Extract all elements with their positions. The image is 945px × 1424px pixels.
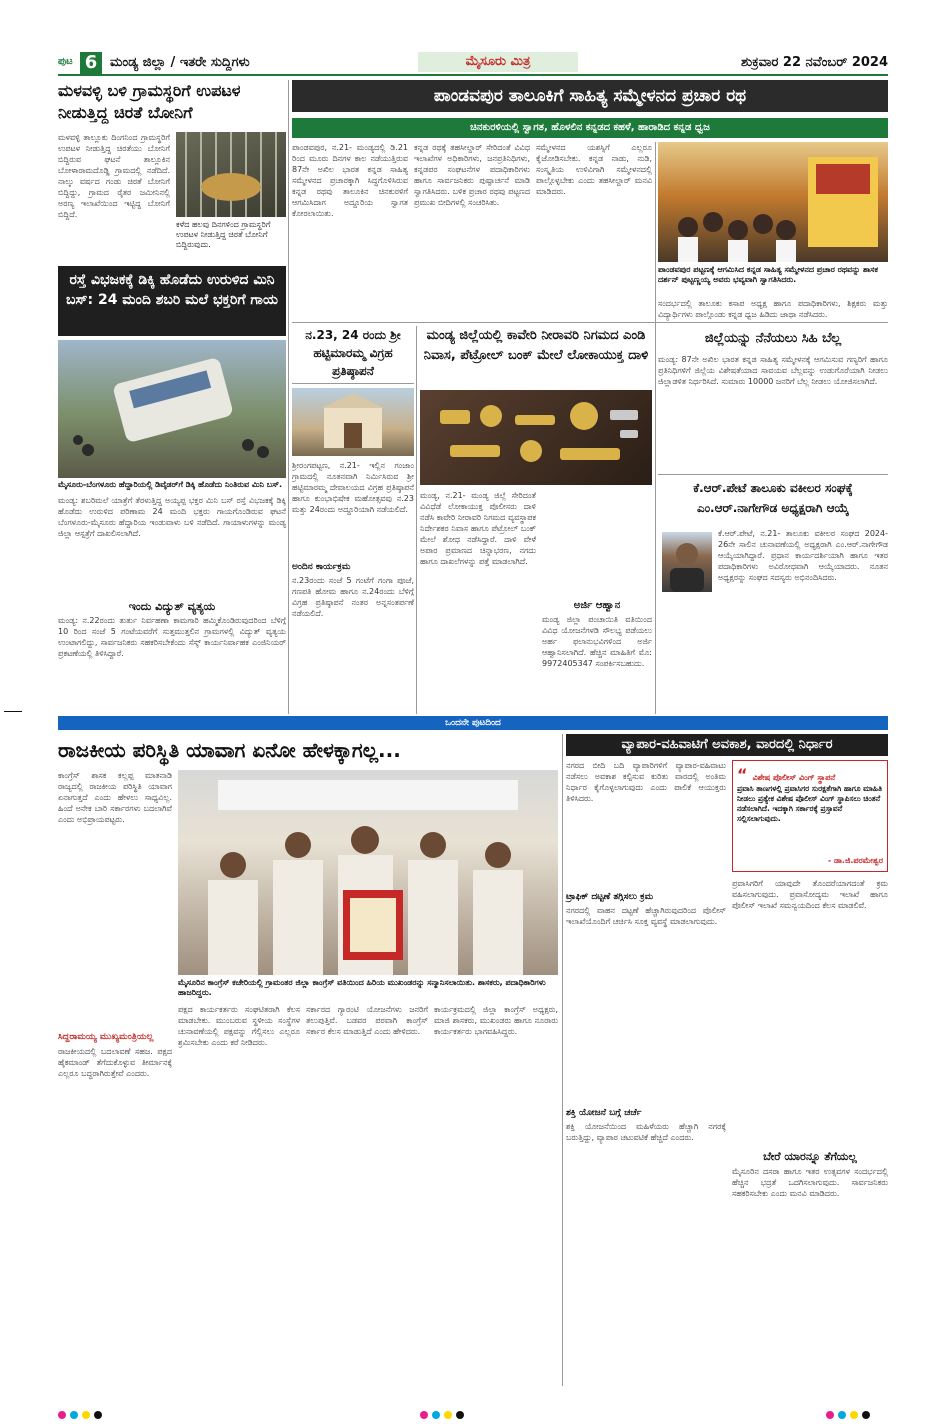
paper-name: ಮೈಸೂರು ಮಿತ್ರ [418,52,578,72]
trade-subhead2: ಶಕ್ತಿ ಯೋಜನೆ ಬಗ್ಗೆ ಚರ್ಚೆ [566,1108,642,1118]
top-story-col3: ಸಮ್ಮೇಳನದ ಯಶಸ್ಸಿಗೆ ಎಲ್ಲರೂ ಕೈಜೋಡಿಸಬೇಕು. ಕನ್ನಡ ನಾಡು, ನುಡಿ, ಸಂಸ್ಕೃತಿಯ ಉಳಿವಿಗಾಗಿ ಸಮ್ಮೇಳನದಲ್ಲಿ ಪಾಲ್ಗೊಳ್ಳಬೇಕು ಎಂದು ತಹಸೀಲ್ದಾರ್ ಮನವಿ ಮಾಡಿದರು. [536,143,652,196]
politics-headline: ರಾಜಕೀಯ ಪರಿಸ್ಥಿತಿ ಯಾವಾಗ ಏನೋ ಹೇಳಕ್ಕಾಗಲ್ಲ... [58,738,401,762]
quote-tag: ವಿಶೇಷ ಪೊಲೀಸ್ ವಿಂಗ್ ಸ್ಥಾಪನೆ [752,773,836,782]
bus-headline-text: ರಸ್ತೆ ವಿಭಜಕಕ್ಕೆ ಡಿಕ್ಕಿ ಹೊಡೆದು ಉರುಳಿದ ಮಿನಿ ಬಸ್: 24 ಮಂದಿ ಶಬರಿ ಮಲೆ ಭಕ್ತರಿಗೆ ಗಾಯ [66,272,278,308]
top-story-subhead: ಚಿನಕುರಳಿಯಲ್ಲಿ ಸ್ವಾಗತ, ಹೊಳಲಿನ ಕನ್ನಡದ ಕಹಳೆ, ಹಾರಾಡಿದ ಕನ್ನಡ ಧ್ವಜ [292,118,888,138]
power-cut-headline: ಇಂದು ವಿದ್ಯುತ್ ವ್ಯತ್ಯಯ [128,600,216,613]
trade-headline: ವ್ಯಾಪಾರ-ವಹಿವಾಟಿಗೆ ಅವಕಾಶ, ವಾರದಲ್ಲಿ ನಿರ್ಧಾರ [566,734,888,756]
masthead [58,52,888,76]
power-cut-body: ಮಂಡ್ಯ: ನ.22ರಂದು ತುರ್ತು ನಿರ್ವಹಣಾ ಕಾಮಗಾರಿ ಹಮ್ಮಿಕೊಂಡಿರುವುದರಿಂದ ಬೆಳಿಗ್ಗೆ 10 ರಿಂದ ಸಂಜೆ 5 ಗಂಟೆಯವರೆಗೆ ಸುತ್ತಮುತ್ತಲಿನ ಗ್ರಾಮಗಳಲ್ಲಿ ವಿದ್ಯುತ್ ವ್ಯತ್ಯಯ ಉಂಟಾಗಲಿದ್ದು, ಸಾರ್ವಜನಿಕರು ಸಹಕರಿಸಬೇಕೆಂದು ಸೆಸ್ಕ್ ಕಾರ್ಯನಿರ್ವಾಹಕ ಎಂಜಿನಿಯರ್ ಪ್ರಕಟಣೆಯಲ್ಲಿ ತಿಳಿಸಿದ್ದಾರೆ. [58,616,286,658]
bus-photo-caption: ಮೈಸೂರು-ಬೆಂಗಳೂರು ಹೆದ್ದಾರಿಯಲ್ಲಿ ಡಿವೈಡರ್‌ಗೆ ಡಿಕ್ಕಿ ಹೊಡೆದು ನಿಂತಿರುವ ಮಿನಿ ಬಸ್. [58,480,283,489]
top-story-col4: ಸಂದರ್ಭದಲ್ಲಿ ತಾಲೂಕು ಕಸಾಪ ಅಧ್ಯಕ್ಷ ಹಾಗೂ ಪದಾಧಿಕಾರಿಗಳು, ಶಿಕ್ಷಕರು ಮತ್ತು ವಿದ್ಯಾರ್ಥಿಗಳು ಪಾಲ್ಗೊಂಡು ಕನ್ನಡ ಧ್ವಜ ಹಿಡಿದು ಜಾಥಾ ನಡೆಸಿದರು. [658,299,888,319]
registration-dot [444,1411,452,1419]
trade-col2b: ಮೈಸೂರಿನ ದಸರಾ ಹಾಗೂ ಇತರ ಉತ್ಸವಗಳ ಸಂದರ್ಭದಲ್ಲಿ ಹೆಚ್ಚಿನ ಭದ್ರತೆ ಒದಗಿಸಲಾಗುವುದು. ಸಾರ್ವಜನಿಕರು ಸಹಕರಿಸಬೇಕು ಎಂದು ಮನವಿ ಮಾಡಿದರು. [732,1167,888,1198]
trade-quote-box [732,760,888,872]
top-story-col2: ಕನ್ನಡ ರಥಕ್ಕೆ ತಹಸೀಲ್ದಾರ್ ಸೇರಿದಂತೆ ವಿವಿಧ ಇಲಾಖೆಗಳ ಅಧಿಕಾರಿಗಳು, ಜನಪ್ರತಿನಿಧಿಗಳು, ಕನ್ನಡಪರ ಸಂಘಟನೆಗಳ ಪದಾಧಿಕಾರಿಗಳು ಹಾಗೂ ಸಾರ್ವಜನಿಕರು ಪುಷ್ಪಾರ್ಚನೆ ಮಾಡಿ ಸ್ವಾಗತಿಸಿದರು. ಬಳಿಕ ಪ್ರಚಾರ ರಥವು ಪಟ್ಟಣದ ಪ್ರಮುಖ ಬೀದಿಗಳಲ್ಲಿ ಸಂಚರಿಸಿತು. [414,143,530,207]
lawyers-headline: ಕೆ.ಆರ್.ಪೇಟೆ ತಾಲೂಕು ವಕೀಲರ ಸಂಘಕ್ಕೆ ಎಂ.ಆರ್.ನಾಗೇಗೌಡ ಅಧ್ಯಕ್ಷರಾಗಿ ಆಯ್ಕೆ [693,481,853,515]
jaggery-body: ಮಂಡ್ಯ: 87ನೇ ಅಖಿಲ ಭಾರತ ಕನ್ನಡ ಸಾಹಿತ್ಯ ಸಮ್ಮೇಳನಕ್ಕೆ ಆಗಮಿಸುವ ಗಣ್ಯರಿಗೆ ಹಾಗೂ ಪ್ರತಿನಿಧಿಗಳಿಗೆ ಜಿಲ್ಲೆಯ ವಿಶೇಷತೆಯಾದ ಸಾವಯವ ಬೆಲ್ಲವನ್ನು ಉಡುಗೊರೆಯಾಗಿ ನೀಡಲು ಜಿಲ್ಲಾಡಳಿತ ನಿರ್ಧರಿಸಿದೆ. ಸುಮಾರು 10000 ಜನರಿಗೆ ಬೆಲ್ಲ ನೀಡಲು ಯೋಜಿಸಲಾಗಿದೆ. [658,355,888,386]
cage-bars-icon [176,132,286,217]
applications-body: ಮಂಡ್ಯ ಜಿಲ್ಲಾ ಪಂಚಾಯಿತಿ ವತಿಯಿಂದ ವಿವಿಧ ಯೋಜನೆಗಳಡಿ ಸೌಲಭ್ಯ ಪಡೆಯಲು ಅರ್ಹ ಫಲಾನುಭವಿಗಳಿಂದ ಅರ್ಜಿ ಆಹ್ವಾನಿಸಲಾಗಿದೆ. ಹೆಚ್ಚಿನ ಮಾಹಿತಿಗೆ ಮೊ: 9972405347 ಸಂಪರ್ಕಿಸಬಹುದು. [542,615,652,668]
column-divider [655,142,656,714]
lawyers-body: ಕೆ.ಆರ್.ಪೇಟೆ, ನ.21- ತಾಲೂಕು ವಕೀಲರ ಸಂಘದ 2024-26ನೇ ಸಾಲಿನ ಚುನಾವಣೆಯಲ್ಲಿ ಅಧ್ಯಕ್ಷರಾಗಿ ಎಂ.ಆರ್.ನಾಗೇಗೌಡ ಆಯ್ಕೆಯಾಗಿದ್ದಾರೆ. ಪ್ರಧಾನ ಕಾರ್ಯದರ್ಶಿಯಾಗಿ ಹಾಗೂ ಇತರ ಪದಾಧಿಕಾರಿಗಳು ಅವಿರೋಧವಾಗಿ ಆಯ್ಕೆಯಾದರು. ನೂತನ ಅಧ್ಯಕ್ಷರನ್ನು ಸಂಘದ ಸದಸ್ಯರು ಅಭಿನಂದಿಸಿದರು. [718,529,888,582]
section-title: ಮಂಡ್ಯ ಜಿಲ್ಲಾ / ಇತರೇ ಸುದ್ದಿಗಳು [110,55,250,70]
top-story-photo [658,142,888,262]
registration-marks [420,1404,540,1414]
top-story-photo-caption: ಪಾಂಡವಪುರ ಪಟ್ಟಣಕ್ಕೆ ಆಗಮಿಸಿದ ಕನ್ನಡ ಸಾಹಿತ್ಯ ಸಮ್ಮೇಳನದ ಪ್ರಚಾರ ರಥವನ್ನು ಶಾಸಕ ದರ್ಶನ್ ಪುಟ್ಟಣ್ಣಯ್ಯ ಅವರು ಭವ್ಯವಾಗಿ ಸ್ವಾಗತಿಸಿದರು. [658,265,879,284]
top-story-headline: ಪಾಂಡವಪುರ ತಾಲೂಕಿಗೆ ಸಾಹಿತ್ಯ ಸಮ್ಮೇಳನದ ಪ್ರಚಾರ ರಥ [292,80,888,112]
page-number: 6 [80,52,102,74]
registration-dot [432,1411,440,1419]
gold-jewellery-illustration-icon [420,390,652,485]
registration-dot [826,1411,834,1419]
registration-dot [58,1411,66,1419]
registration-marks [58,1404,358,1414]
politics-col1: ಕಾಂಗ್ರೆಸ್ ಶಾಸಕ ಕಲ್ಲಪ್ಪ ಮಾತನಾಡಿ ರಾಜ್ಯದಲ್ಲಿ ರಾಜಕೀಯ ಪರಿಸ್ಥಿತಿ ಯಾವಾಗ ಏನಾಗುತ್ತದೆ ಎಂದು ಹೇಳಲು ಸಾಧ್ಯವಿಲ್ಲ. ಹಿಂದೆ ಅನೇಕ ಬಾರಿ ಸರ್ಕಾರಗಳು ಬದಲಾಗಿವೆ ಎಂದು ಅಭಿಪ್ರಾಯಪಟ್ಟರು. [58,771,172,824]
trade-col1: ನಗರದ ಬೀದಿ ಬದಿ ವ್ಯಾಪಾರಿಗಳಿಗೆ ವ್ಯಾಪಾರ-ವಹಿವಾಟು ನಡೆಸಲು ಅವಕಾಶ ಕಲ್ಪಿಸುವ ಕುರಿತು ವಾರದಲ್ಲಿ ಅಂತಿಮ ನಿರ್ಧಾರ ಕೈಗೊಳ್ಳಲಾಗುವುದು ಎಂದು ಪಾಲಿಕೆ ಆಯುಕ್ತರು ತಿಳಿಸಿದರು. [566,761,726,803]
trade-subhead1: ಟ್ರಾಫಿಕ್ ದಟ್ಟಣೆ ತಗ್ಗಿಸಲು ಕ್ರಮ [566,892,654,902]
lokayukta-seized-photo [420,390,652,485]
hatti-headline: ನ.23, 24 ರಂದು ಶ್ರೀ ಹಟ್ಟಿಮಾರಮ್ಮ ವಿಗ್ರಹ ಪ್ರತಿಷ್ಠಾಪನೆ [292,326,414,384]
row-divider [292,322,888,323]
leopard-photo [176,132,286,217]
column-divider [416,326,417,714]
registration-dot [420,1411,428,1419]
registration-dot [82,1411,90,1419]
bus-story-body: ಮಂಡ್ಯ: ಶಬರಿಮಲೆ ಯಾತ್ರೆಗೆ ತೆರಳುತ್ತಿದ್ದ ಅಯ್ಯಪ್ಪ ಭಕ್ತರ ಮಿನಿ ಬಸ್ ರಸ್ತೆ ವಿಭಜಕಕ್ಕೆ ಡಿಕ್ಕಿ ಹೊಡೆದು ಉರುಳಿದ ಪರಿಣಾಮ 24 ಮಂದಿ ಭಕ್ತರು ಗಾಯಗೊಂಡಿರುವ ಘಟನೆ ಬೆಂಗಳೂರು-ಮೈಸೂರು ಹೆದ್ದಾರಿಯ ಇಂಡುವಾಳು ಬಳಿ ನಡೆದಿದೆ. ಗಾಯಾಳುಗಳನ್ನು ಮಂಡ್ಯ ಜಿಲ್ಲಾ ಆಸ್ಪತ್ರೆಗೆ ದಾಖಲಿಸಲಾಗಿದೆ. [58,496,286,538]
politics-photo-caption: ಮೈಸೂರಿನ ಕಾಂಗ್ರೆಸ್ ಕಚೇರಿಯಲ್ಲಿ ಗ್ರಾಮಂತರ ಜಿಲ್ಲಾ ಕಾಂಗ್ರೆಸ್ ವತಿಯಿಂದ ಹಿರಿಯ ಮುಖಂಡರನ್ನು ಸನ್ಮಾನಿಸಲಾಯಿತು. ಶಾಸಕರು, ಪದಾಧಿಕಾರಿಗಳು ಹಾಜರಿದ್ದರು. [178,978,546,997]
registration-dot [70,1411,78,1419]
trade-col1c: ಶಕ್ತಿ ಯೋಜನೆಯಿಂದ ಮಹಿಳೆಯರು ಹೆಚ್ಚಾಗಿ ನಗರಕ್ಕೆ ಬರುತ್ತಿದ್ದು, ವ್ಯಾಪಾರ ಚಟುವಟಿಕೆ ಹೆಚ್ಚಿದೆ ಎಂದರು. [566,1122,726,1142]
bus-accident-headline [58,266,286,336]
felicitation-illustration-icon [178,770,558,975]
hatti-body2: ನ.23ರಂದು ಸಂಜೆ 5 ಗಂಟೆಗೆ ಗಂಗಾ ಪೂಜೆ, ಗಣಪತಿ ಹೋಮ ಹಾಗೂ ನ.24ರಂದು ಬೆಳಿಗ್ಗೆ ವಿಗ್ರಹ ಪ್ರತಿಷ್ಠಾಪನೆ ನಂತರ ಅನ್ನಸಂತರ್ಪಣೆ ನಡೆಯಲಿದೆ. [292,576,414,618]
registration-marks [826,1404,896,1414]
row-divider [658,474,888,475]
bus-illustration-icon [58,340,286,478]
leopard-story [58,80,286,260]
issue-date: ಶುಕ್ರವಾರ 22 ನವೆಂಬರ್ 2024 [740,55,888,70]
politics-col1b: ರಾಜಕೀಯದಲ್ಲಿ ಬದಲಾವಣೆ ಸಹಜ. ಪಕ್ಷದ ಹೈಕಮಾಂಡ್ ತೆಗೆದುಕೊಳ್ಳುವ ತೀರ್ಮಾನಕ್ಕೆ ಎಲ್ಲರೂ ಬದ್ಧರಾಗಿರುತ್ತೇವೆ ಎಂದರು. [58,1047,172,1078]
politics-col4: ಕಾರ್ಯಕ್ರಮದಲ್ಲಿ ಜಿಲ್ಲಾ ಕಾಂಗ್ರೆಸ್ ಅಧ್ಯಕ್ಷರು, ಮಾಜಿ ಶಾಸಕರು, ಮುಖಂಡರು ಹಾಗೂ ನೂರಾರು ಕಾರ್ಯಕರ್ತರು ಭಾಗವಹಿಸಿದ್ದರು. [434,1005,558,1036]
applications-subhead: ಅರ್ಜಿ ಆಹ್ವಾನ [573,600,621,611]
leopard-photo-caption: ಕಳೆದ ಹಲವು ದಿನಗಳಿಂದ ಗ್ರಾಮಸ್ಥರಿಗೆ ಉಪಟಳ ನೀಡುತ್ತಿದ್ದ ಚಿರತೆ ಬೋನಿಗೆ ಬಿದ್ದಿರುವುದು. [176,220,271,249]
top-story-col1: ಪಾಂಡವಪುರ, ನ.21- ಮಂಡ್ಯದಲ್ಲಿ ಡಿ.21 ರಿಂದ ಮೂರು ದಿನಗಳ ಕಾಲ ನಡೆಯುತ್ತಿರುವ 87ನೇ ಅಖಿಲ ಭಾರತ ಕನ್ನಡ ಸಾಹಿತ್ಯ ಸಮ್ಮೇಳನದ ಪ್ರಚಾರಕ್ಕಾಗಿ ಸಿದ್ಧಗೊಳಿಸಿರುವ ಕನ್ನಡ ರಥವು ತಾಲೂಕಿನ ಚಿನಕುರಳಿಗೆ ಆಗಮಿಸಿದಾಗ ಅದ್ದೂರಿಯ ಸ್ವಾಗತ ಕೋರಲಾಯಿತು. [292,143,408,218]
hatti-body: ಶ್ರೀರಂಗಪಟ್ಟಣ, ನ.21- ಇಲ್ಲಿನ ಗಂಜಾಂ ಗ್ರಾಮದಲ್ಲಿ ನೂತನವಾಗಿ ನಿರ್ಮಿಸಿರುವ ಶ್ರೀ ಹಟ್ಟಿಮಾರಮ್ಮ ದೇವಾಲಯದ ವಿಗ್ರಹ ಪ್ರತಿಷ್ಠಾಪನೆ ಹಾಗೂ ಕುಂಭಾಭಿಷೇಕ ಮಹೋತ್ಸವವು ನ.23 ಮತ್ತು 24ರಂದು ಅದ್ದೂರಿಯಾಗಿ ನಡೆಯಲಿದೆ. [292,461,414,514]
politics-subhead1: ಸಿದ್ದರಾಮಯ್ಯ ಮುಖ್ಯಮಂತ್ರಿಯಲ್ಲ [58,1032,154,1042]
chariot-illustration-icon [658,142,888,262]
registration-dot [850,1411,858,1419]
bus-accident-photo [58,340,286,478]
registration-dot [456,1411,464,1419]
quote-mark-icon: “ [737,765,748,784]
hatti-subhead: ಅಂದಿನ ಕಾರ್ಯಕ್ರಮ [292,562,351,572]
jaggery-headline: ಜಿಲ್ಲೆಯನ್ನು ನೆನೆಯಲು ಸಿಹಿ ಬೆಲ್ಲ [704,331,842,346]
politics-col2: ಪಕ್ಷದ ಕಾರ್ಯಕರ್ತರು ಸಂಘಟಿತರಾಗಿ ಕೆಲಸ ಮಾಡಬೇಕು. ಮುಂಬರುವ ಸ್ಥಳೀಯ ಸಂಸ್ಥೆಗಳ ಚುನಾವಣೆಯಲ್ಲಿ ಪಕ್ಷವನ್ನು ಗೆಲ್ಲಿಸಲು ಎಲ್ಲರೂ ಶ್ರಮಿಸಬೇಕು ಎಂದು ಕರೆ ನೀಡಿದರು. [178,1005,300,1047]
hatti-temple-photo [292,388,414,456]
page-label: ಪುಟ [58,56,73,67]
quote-text: ಪ್ರವಾಸಿ ತಾಣಗಳಲ್ಲಿ ಪ್ರವಾಸಿಗರ ಸುರಕ್ಷತೆಗಾಗಿ ಹಾಗೂ ಮಾಹಿತಿ ನೀಡಲು ಪ್ರತ್ಯೇಕ ವಿಶೇಷ ಪೊಲೀಸ್ ವಿಂಗ್ ಸ್ಥಾಪಿಸಲು ಚಿಂತನೆ ನಡೆಸಲಾಗಿದೆ. ಇದಕ್ಕಾಗಿ ಸರ್ಕಾರಕ್ಕೆ ಪ್ರಸ್ತಾವನೆ ಸಲ್ಲಿಸಲಾಗುವುದು. [737,784,883,823]
politics-felicitation-photo [178,770,558,975]
fold-mark [4,711,22,712]
lawyer-portrait [662,532,712,592]
temple-illustration-icon [292,388,414,456]
lokayukta-body: ಮಂಡ್ಯ, ನ.21- ಮಂಡ್ಯ ಜಿಲ್ಲೆ ಸೇರಿದಂತೆ ವಿವಿಧೆಡೆ ಲೋಕಾಯುಕ್ತ ಪೊಲೀಸರು ದಾಳಿ ನಡೆಸಿ ಕಾವೇರಿ ನೀರಾವರಿ ನಿಗಮದ ವ್ಯವಸ್ಥಾಪಕ ನಿರ್ದೇಶಕರ ನಿವಾಸ ಹಾಗೂ ಪೆಟ್ರೋಲ್ ಬಂಕ್ ಮೇಲೆ ಶೋಧ ನಡೆಸಿದ್ದಾರೆ. ದಾಳಿ ವೇಳೆ ಅಪಾರ ಪ್ರಮಾಣದ ಚಿನ್ನಾಭರಣ, ನಗದು ಹಾಗೂ ದಾಖಲೆಗಳನ್ನು ಪತ್ತೆ ಮಾಡಲಾಗಿದೆ. [420,491,536,566]
leopard-headline: ಮಳವಳ್ಳಿ ಬಳಿ ಗ್ರಾಮಸ್ಥರಿಗೆ ಉಪಟಳ ನೀಡುತ್ತಿದ್ದ ಚಿರತೆ ಬೋನಿಗೆ [58,81,241,122]
person-avatar-icon [662,532,712,592]
column-divider [562,734,563,1386]
registration-dot [838,1411,846,1419]
leopard-body: ಮಳವಳ್ಳಿ ತಾಲ್ಲೂಕು ದಿಂಗನಿಂದ ಗ್ರಾಮಸ್ಥರಿಗೆ ಉಪಟಳ ನೀಡುತ್ತಿದ್ದ ಚಿರತೆಯು ಬೋನಿಗೆ ಬಿದ್ದಿರುವ ಘಟನೆ ತಾಲ್ಲೂಕಿನ ಬೋಳಾರಾಮದೊಡ್ಡಿ ಗ್ರಾಮದಲ್ಲಿ ನಡೆದಿದೆ. ನಾಲ್ಕು ವರ್ಷದ ಗಂಡು ಚಿರತೆ ಬೋನಿಗೆ ಬಿದ್ದಿದ್ದು, ಗ್ರಾಮದ ರೈತರ ಜಮೀನಿನಲ್ಲಿ ಅರಣ್ಯ ಇಲಾಖೆಯಿಂದ ಇಟ್ಟಿದ್ದ ಬೋನಿಗೆ ಬಿದ್ದಿದೆ. [58,133,170,219]
trade-col1b: ನಗರದಲ್ಲಿ ವಾಹನ ದಟ್ಟಣೆ ಹೆಚ್ಚಾಗಿರುವುದರಿಂದ ಪೊಲೀಸ್ ಇಲಾಖೆಯೊಂದಿಗೆ ಚರ್ಚಿಸಿ ಸೂಕ್ತ ವ್ಯವಸ್ಥೆ ಮಾಡಲಾಗುವುದು. [566,906,726,926]
continued-label: ಒಂದನೇ ಪುಟದಿಂದ [445,718,501,728]
continued-banner [58,716,888,730]
registration-dot [94,1411,102,1419]
trade-subhead3: ಬೇರೆ ಯಾರನ್ನೂ ತೆಗೆಯಲ್ಲ [763,1150,857,1163]
column-divider [288,80,289,714]
trade-col2: ಪ್ರವಾಸಿಗರಿಗೆ ಯಾವುದೇ ತೊಂದರೆಯಾಗದಂತೆ ಕ್ರಮ ವಹಿಸಲಾಗುವುದು. ಪ್ರವಾಸೋದ್ಯಮ ಇಲಾಖೆ ಹಾಗೂ ಪೊಲೀಸ್ ಇಲಾಖೆ ಸಮನ್ವಯದಿಂದ ಕೆಲಸ ಮಾಡಲಿವೆ. [732,879,888,910]
registration-dot [862,1411,870,1419]
quote-author: - ಡಾ.ಜಿ.ಪರಮೇಶ್ವರ [827,856,883,865]
lokayukta-headline: ಮಂಡ್ಯ ಜಿಲ್ಲೆಯಲ್ಲಿ ಕಾವೇರಿ ನೀರಾವರಿ ನಿಗಮದ ಎಂಡಿ ನಿವಾಸ, ಪೆಟ್ರೋಲ್ ಬಂಕ್ ಮೇಲೆ ಲೋಕಾಯುಕ್ತ ದಾಳಿ [423,328,649,363]
politics-col3: ಸರ್ಕಾರದ ಗ್ಯಾರಂಟಿ ಯೋಜನೆಗಳು ಜನರಿಗೆ ತಲುಪುತ್ತಿವೆ. ಬಡವರ ಪರವಾಗಿ ಕಾಂಗ್ರೆಸ್ ಸರ್ಕಾರ ಕೆಲಸ ಮಾಡುತ್ತಿದೆ ಎಂದು ಹೇಳಿದರು. [306,1005,428,1036]
